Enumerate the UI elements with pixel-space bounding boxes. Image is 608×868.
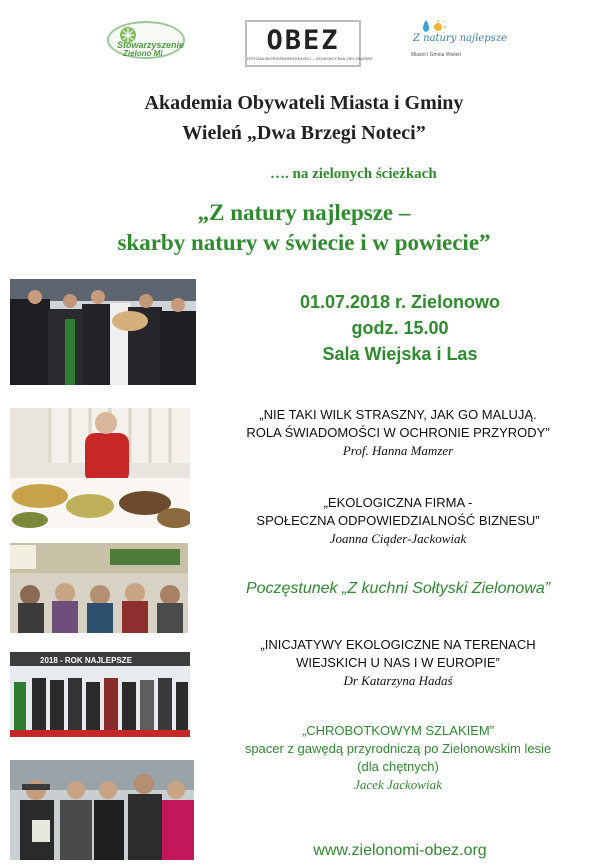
- event-place: Sala Wiejska i Las: [322, 344, 478, 364]
- page-title-line2: Wieleń „Dwa Brzegi Noteci”: [182, 122, 426, 144]
- stage-banner-text: 2018 - ROK NAJLEPSZE: [40, 656, 133, 665]
- program-item-5-line1: „CHROBOTKOWYM SZLAKIEM”: [301, 723, 495, 738]
- program-item-2-line1: „EKOLOGICZNA FIRMA -: [323, 495, 473, 510]
- photo-stage-group: [10, 652, 190, 737]
- slogan-line2: skarby natury w świecie i w powiecie”: [117, 230, 491, 255]
- photo-graduation-ceremony: [10, 279, 196, 385]
- logo-right-line1: Z natury najlepsze: [413, 33, 507, 44]
- program-item-5: [196, 722, 600, 794]
- program-item-4-line2: WIEJSKICH U NAS I W EUROPIE”: [296, 655, 500, 670]
- program-item-5-line2: spacer z gawędą przyrodniczą po Zielonowskim lesie: [244, 741, 552, 756]
- page-title-line1: Akademia Obywateli Miasta i Gminy: [144, 92, 464, 114]
- photo-food-table: [10, 408, 190, 528]
- event-date: 01.07.2018 r. Zielonowo: [299, 292, 501, 312]
- program-item-4-line1: „INICJATYWY EKOLOGICZNE NA TERENACH: [260, 637, 536, 652]
- program-item-5-line3: (dla chętnych): [357, 759, 439, 774]
- logo-obez-text: OBEZ: [266, 25, 340, 56]
- logo-obez: [245, 20, 373, 67]
- photo-audience-hall: [10, 543, 188, 633]
- logo-left-line1: Stowarzyszenie: [117, 40, 185, 50]
- program-item-3-refreshments: Poczęstunek „Z kuchni Sołtyski Zielonowa”: [245, 580, 551, 597]
- program-item-1-line1: „NIE TAKI WILK STRASZNY, JAK GO MALUJĄ.: [259, 407, 537, 422]
- event-time: godz. 15.00: [351, 318, 449, 338]
- photo-speakers-group: [10, 760, 194, 860]
- logo-stowarzyszenie-zielono-mi: [107, 21, 185, 59]
- program-item-1-line2: ROLA ŚWIADOMOŚCI W OCHRONIE PRZYRODY”: [246, 425, 550, 440]
- program-item-1: [196, 406, 600, 460]
- logo-obez-subtext: OSTOJA BIORÓŻNORODNOŚCI – EDUKACYJNA ZIELONOWO: [247, 56, 373, 61]
- subtitle: …. na zielonych ścieżkach: [270, 166, 437, 182]
- program-item-4: [196, 636, 600, 690]
- logo-left-line2: Zielono Mi: [123, 49, 163, 58]
- program-item-5-speaker: Jacek Jackowiak: [354, 777, 442, 792]
- logo-right-line2: Miasto i Gmina Wieleń: [411, 52, 462, 58]
- slogan-line1: „Z natury najlepsze –: [197, 200, 411, 225]
- logo-z-natury-najlepsze: [405, 19, 507, 65]
- program-item-2-line2: SPOŁECZNA ODPOWIEDZIALNOŚĆ BIZNESU”: [256, 513, 540, 528]
- website-link[interactable]: www.zielonomi-obez.org: [313, 842, 487, 859]
- program-item-4-speaker: Dr Katarzyna Hadaś: [343, 673, 453, 688]
- program-item-2-speaker: Joanna Ciąder-Jackowiak: [329, 531, 467, 546]
- program-item-2: [196, 494, 600, 548]
- program-item-1-speaker: Prof. Hanna Mamzer: [342, 443, 454, 458]
